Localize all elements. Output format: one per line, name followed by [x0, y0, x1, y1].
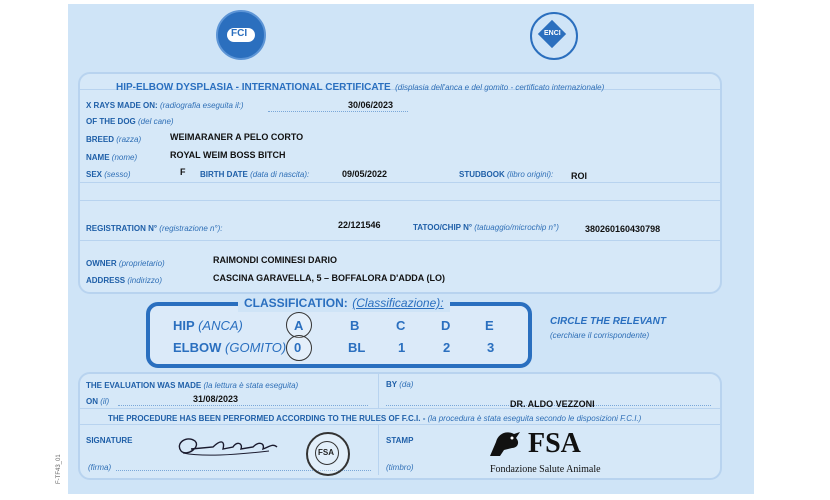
- hip-grade-b: B: [350, 318, 360, 333]
- hip-grade-e: E: [485, 318, 494, 333]
- dog-label: OF THE DOG (del cane): [86, 117, 174, 126]
- circle-note: CIRCLE THE RELEVANT: [550, 316, 666, 327]
- birth-value: 09/05/2022: [342, 169, 388, 179]
- chip-label: TATOO/CHIP N° (tatuaggio/microchip n°): [413, 223, 559, 232]
- hip-label: HIP (ANCA): [173, 318, 243, 333]
- elbow-grade-3: 3: [487, 340, 495, 355]
- owner-label: OWNER (proprietario): [86, 259, 165, 268]
- evaluation-label: THE EVALUATION WAS MADE (la lettura è stata eseguita): [86, 381, 299, 390]
- circle-note-it: (cerchiare il corrispondente): [550, 331, 650, 340]
- stamp-label-it: (timbro): [386, 463, 414, 472]
- certificate-title: HIP-ELBOW DYSPLASIA - INTERNATIONAL CERTIFICATE (displasia dell'anca e del gomito - certificato internazionale): [116, 82, 605, 93]
- address-value: CASCINA GARAVELLA, 5 – BOFFALORA D'ADDA (LO): [213, 273, 445, 283]
- xray-label: X RAYS MADE ON: (radiografia eseguita il:): [86, 101, 244, 110]
- registration-label: REGISTRATION N° (registrazione n°):: [86, 224, 223, 233]
- address-label: ADDRESS (indirizzo): [86, 276, 163, 285]
- form-code: F-TF43_01: [56, 454, 62, 484]
- stamp-label: STAMP: [386, 436, 414, 445]
- stamp-text: FSA: [318, 448, 334, 457]
- owner-value: RAIMONDI COMINESI DARIO: [213, 255, 338, 265]
- evaluation-date: 31/08/2023: [193, 394, 239, 404]
- breed-value: WEIMARANER A PELO CORTO: [170, 132, 304, 142]
- studbook-label: STUDBOOK (libro origini):: [459, 170, 554, 179]
- name-value: ROYAL WEIM BOSS BITCH: [170, 150, 286, 160]
- on-label: ON (il): [86, 397, 110, 406]
- elbow-grade-0: 0: [294, 340, 302, 355]
- chip-value: 380260160430798: [585, 224, 661, 234]
- fsa-horse-logo: [486, 428, 526, 458]
- procedure-text: THE PROCEDURE HAS BEEN PERFORMED ACCORDING TO THE RULES OF F.C.I. - (la procedura è stata eseguita secondo le disposizioni F.C.I.): [108, 414, 642, 423]
- signature-label-it: (firma): [88, 463, 112, 472]
- fsa-subtitle: Fondazione Salute Animale: [490, 464, 601, 475]
- by-label: BY (da): [386, 380, 414, 389]
- fci-logo: [216, 10, 266, 60]
- evaluator-name: DR. ALDO VEZZONI: [510, 399, 595, 409]
- birth-label: BIRTH DATE (data di nascita):: [200, 170, 310, 179]
- signature-label: SIGNATURE: [86, 436, 133, 445]
- certificate-paper: [68, 4, 754, 494]
- hip-grade-a: A: [294, 318, 304, 333]
- elbow-grade-2: 2: [443, 340, 451, 355]
- sex-label: SEX (sesso): [86, 170, 131, 179]
- hip-grade-d: D: [441, 318, 451, 333]
- fsa-round-stamp: [306, 432, 350, 476]
- elbow-grade-bl: BL: [348, 340, 366, 355]
- fsa-logo-text: FSA: [528, 428, 581, 459]
- registration-value: 22/121546: [338, 220, 381, 230]
- fci-logo-text: FCI: [231, 28, 248, 39]
- elbow-grade-1: 1: [398, 340, 406, 355]
- xray-date: 30/06/2023: [348, 100, 394, 110]
- name-label: NAME (nome): [86, 153, 138, 162]
- breed-label: BREED (razza): [86, 135, 142, 144]
- hip-grade-c: C: [396, 318, 406, 333]
- enci-logo-text: ENCI: [544, 30, 561, 37]
- sex-value: F: [180, 167, 186, 177]
- enci-logo: [530, 12, 578, 60]
- elbow-label: ELBOW (GOMITO): [173, 340, 287, 355]
- handwritten-signature: [173, 429, 293, 465]
- classification-title: CLASSIFICATION: (Classificazione):: [238, 294, 450, 312]
- studbook-value: ROI: [571, 171, 588, 181]
